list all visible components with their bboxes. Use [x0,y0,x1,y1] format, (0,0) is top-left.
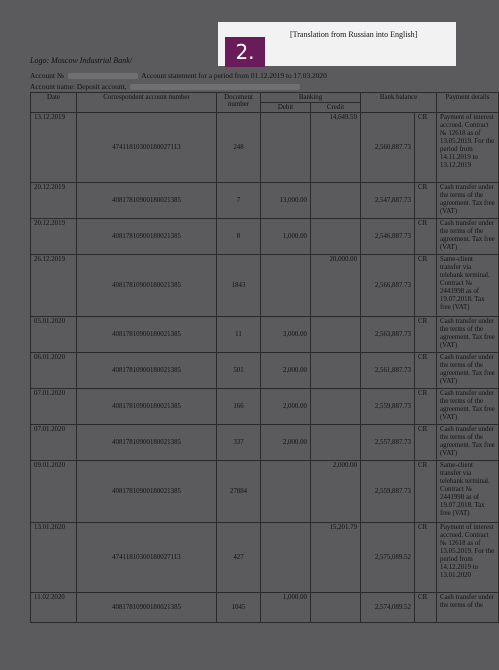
row-debit [261,461,311,523]
row-debit [261,113,311,183]
table-row [31,389,499,425]
row-balance: 2,547,887.73 [361,183,415,219]
row-date: 07.01.2020 [31,425,77,461]
row-debit: 2,000.00 [261,425,311,461]
header-document-number: Document number [217,93,261,113]
row-credit [311,425,361,461]
row-balance: 2,566,887.73 [361,255,415,317]
row-credit [311,317,361,353]
row-payment-details: Same-client transfer via telebank terminal. Contract № 2441998 as of 19.07.2018. Tax free (VAT) [437,461,499,523]
account-name-line [30,82,302,91]
row-credit: 14,649.59 [311,113,361,183]
account-line [30,71,327,80]
row-document-number: 1045 [217,593,261,623]
row-document-number: 337 [217,425,261,461]
row-date: 06.01.2020 [31,353,77,389]
row-debit: 2,000.00 [261,353,311,389]
table-row [31,523,499,593]
account-statement-period: Account statement for a period from 01.12.2019 to 17.03.2020 [141,71,327,80]
row-correspondent-account: 40817810900180021385 [77,425,217,461]
row-balance: 2,559,887.73 [361,389,415,425]
page-number-badge: 2. [225,37,265,67]
row-debit [261,523,311,593]
row-date: 20.12.2019 [31,219,77,255]
row-balance-flag: CR [415,461,437,523]
row-document-number: 427 [217,523,261,593]
table-row [31,593,499,623]
row-document-number: 8 [217,219,261,255]
row-date: 13.12.2019 [31,113,77,183]
row-correspondent-account: 40817810900180021385 [77,389,217,425]
row-balance: 2,574,089.52 [361,593,415,623]
translation-note: [Translation from Russian into English] [290,30,418,39]
row-correspondent-account: 40817810900180021385 [77,353,217,389]
row-payment-details: Cash transfer under the terms of the agreement. Tax free (VAT) [437,317,499,353]
row-correspondent-account: 40817810900180021385 [77,461,217,523]
bank-logo-text: Logo: Moscow Industrial Bank/ [30,56,132,65]
statement-table [30,92,499,623]
account-prefix: Account № [30,71,64,80]
row-payment-details: Cash transfer under the terms of the agreement. Tax free (VAT) [437,425,499,461]
row-date: 20.12.2019 [31,183,77,219]
row-document-number: 501 [217,353,261,389]
row-balance-flag: CR [415,389,437,425]
row-correspondent-account: 40817810900180021385 [77,183,217,219]
account-name-prefix: Account name: Deposit account, [30,82,127,91]
header-debit: Debit [261,103,311,113]
table-row [31,317,499,353]
row-date: 26.12.2019 [31,255,77,317]
row-credit [311,219,361,255]
row-date: 07.01.2020 [31,389,77,425]
row-debit: 3,000.00 [261,317,311,353]
row-balance-flag: CR [415,255,437,317]
row-payment-details: Cash transfer under the terms of the agreement. Tax free (VAT) [437,219,499,255]
row-balance-flag: CR [415,113,437,183]
row-credit [311,389,361,425]
row-balance-flag: CR [415,593,437,623]
row-credit [311,183,361,219]
row-balance-flag: CR [415,425,437,461]
redacted-account-number [68,73,138,79]
row-balance: 2,575,089.52 [361,523,415,593]
row-document-number: 248 [217,113,261,183]
row-document-number: 1843 [217,255,261,317]
header-credit: Credit [311,103,361,113]
row-correspondent-account: 40817810900180021385 [77,219,217,255]
row-balance-flag: CR [415,317,437,353]
row-payment-details: Payment of interest accrued. Contract № 12618 as of 13.05.2019. For the period from 14.12.2019 to 13.01.2020 [437,523,499,593]
row-balance: 2,557,887.73 [361,425,415,461]
row-payment-details: Cash transfer under the terms of the agreement. Tax free (VAT) [437,353,499,389]
row-balance: 2,563,887.73 [361,317,415,353]
row-payment-details: Cash transfer under the terms of the [437,593,499,623]
row-credit: 2,000.00 [311,461,361,523]
row-payment-details: Payment of interest accrued. Contract № 12618 as of 13.05.2019. For the period from 14.11.2019 to 13.12.2019 [437,113,499,183]
table-row [31,183,499,219]
row-balance: 2,561,887.73 [361,353,415,389]
table-row [31,113,499,183]
row-date: 09.01.2020 [31,461,77,523]
row-credit: 20,000.00 [311,255,361,317]
row-debit: 1,000.00 [261,219,311,255]
redacted-account-holder [130,84,300,90]
row-document-number: 11 [217,317,261,353]
row-balance: 2,560,887.73 [361,113,415,183]
table-row [31,219,499,255]
row-balance: 2,546,887.73 [361,219,415,255]
header-bank-balance: Bank balance [361,93,437,113]
row-balance-flag: CR [415,523,437,593]
row-date: 05.01.2020 [31,317,77,353]
row-debit: 13,000.00 [261,183,311,219]
row-debit [261,255,311,317]
row-payment-details: Cash transfer under the terms of the agreement. Tax free (VAT) [437,183,499,219]
row-document-number: 166 [217,389,261,425]
row-debit: 2,000.00 [261,389,311,425]
row-balance: 2,559,887.73 [361,461,415,523]
table-row [31,255,499,317]
table-row [31,461,499,523]
row-correspondent-account: 40817810900180021385 [77,593,217,623]
header-correspondent-account: Correspondent account number [77,93,217,113]
row-correspondent-account: 47411810300180027113 [77,523,217,593]
row-date: 11.02.2020 [31,593,77,623]
row-debit: 1,000.00 [261,593,311,623]
row-balance-flag: CR [415,353,437,389]
row-correspondent-account: 40817810900180021385 [77,317,217,353]
row-balance-flag: CR [415,219,437,255]
row-date: 13.01.2020 [31,523,77,593]
row-credit: 15,201.79 [311,523,361,593]
row-credit [311,593,361,623]
row-document-number: 7 [217,183,261,219]
header-banking: Banking [261,93,361,103]
row-balance-flag: CR [415,183,437,219]
row-correspondent-account: 47411810300180027113 [77,113,217,183]
header-date: Date [31,93,77,113]
table-row [31,353,499,389]
row-payment-details: Cash transfer under the terms of the agreement. Tax free (VAT) [437,389,499,425]
row-document-number: 27884 [217,461,261,523]
header-payment-details: Payment details [437,93,499,113]
row-payment-details: Same-client transfer via telebank terminal. Contract № 2441998 as of 19.07.2018. Tax free (VAT) [437,255,499,317]
row-correspondent-account: 40817810900180021385 [77,255,217,317]
row-credit [311,353,361,389]
table-row [31,425,499,461]
